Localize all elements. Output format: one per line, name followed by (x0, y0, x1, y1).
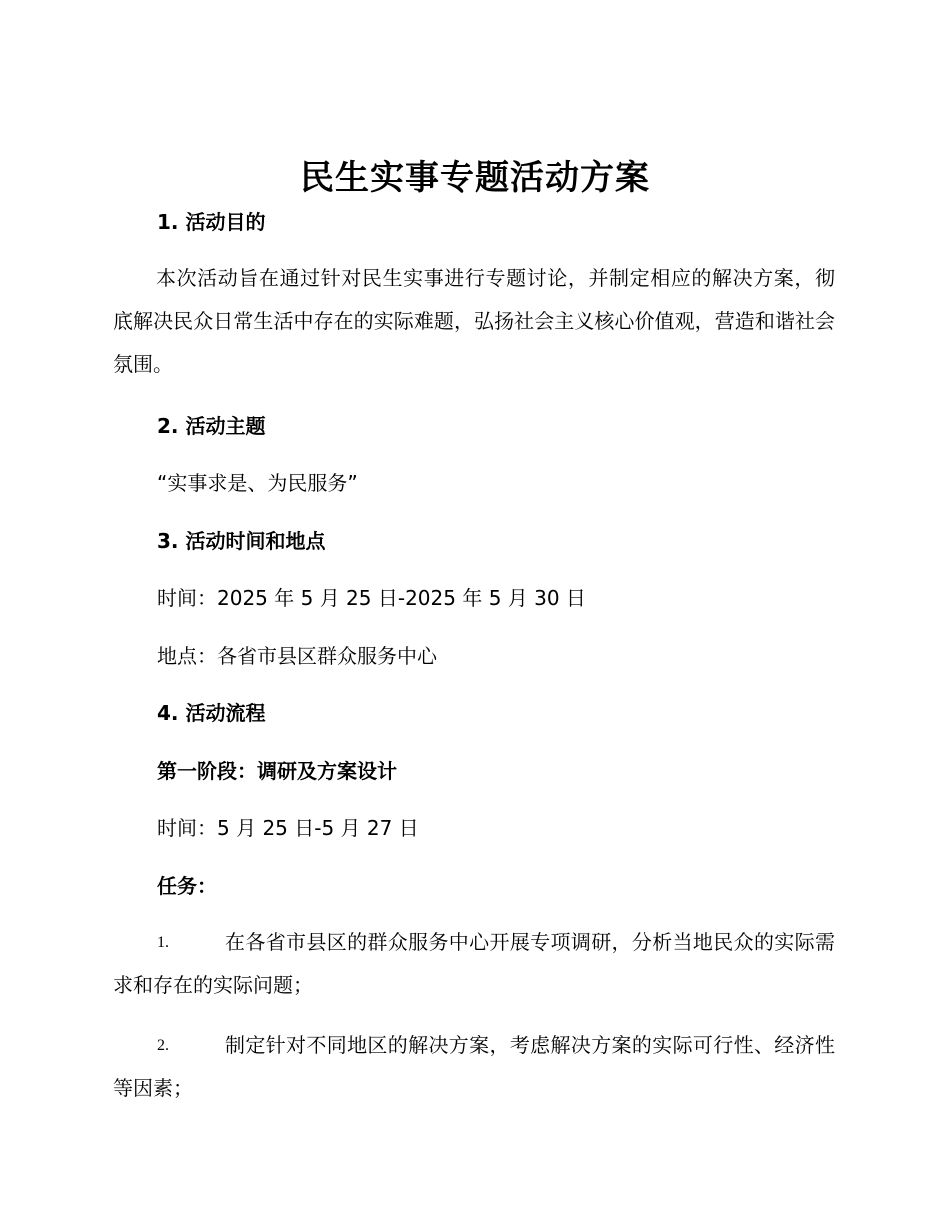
section-2-heading: 2. 活动主题 (157, 414, 266, 438)
section-3-time: 时间：2025 年 5 月 25 日-2025 年 5 月 30 日 (157, 586, 586, 610)
stage-1-heading: 第一阶段：调研及方案设计 (157, 759, 397, 783)
document-title: 民生实事专题活动方案 (300, 158, 650, 198)
list-item-number: 2. (157, 1037, 169, 1054)
list-item-text: 制定针对不同地区的解决方案，考虑解决方案的实际可行性、经济性等因素； (113, 1033, 835, 1100)
section-1-body: 本次活动旨在通过针对民生实事进行专题讨论，并制定相应的解决方案，彻底解决民众日常生活中存在的实际难题，弘扬社会主义核心价值观，营造和谐社会氛围。 (113, 266, 835, 376)
section-3-heading: 3. 活动时间和地点 (157, 529, 326, 553)
list-item (113, 1024, 835, 1110)
section-1-heading: 1. 活动目的 (157, 210, 266, 234)
stage-1-tasks-label: 任务： (157, 874, 217, 898)
section-2-body: “实事求是、为民服务” (157, 471, 358, 495)
stage-1-time: 时间：5 月 25 日-5 月 27 日 (157, 816, 419, 840)
list-item-number: 1. (157, 934, 169, 951)
list-item (113, 921, 835, 1007)
section-3-place: 地点：各省市县区群众服务中心 (157, 644, 437, 668)
list-item-text: 在各省市县区的群众服务中心开展专项调研，分析当地民众的实际需求和存在的实际问题； (113, 930, 835, 997)
section-4-heading: 4. 活动流程 (157, 701, 266, 725)
